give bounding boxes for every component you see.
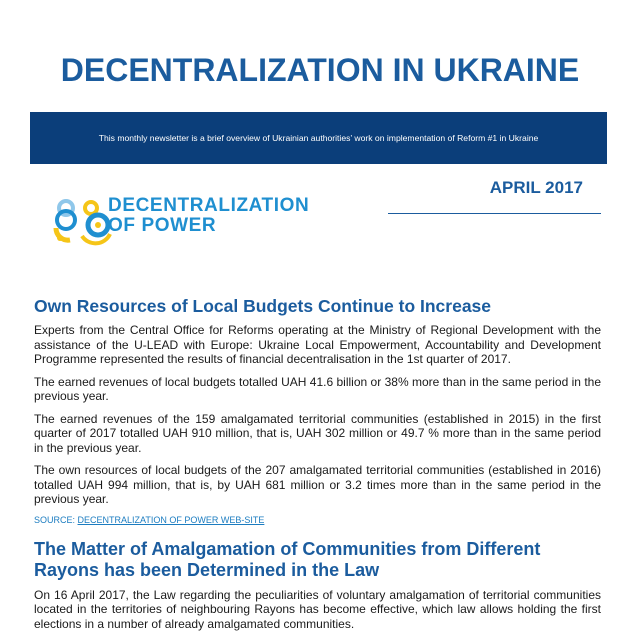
article-heading: The Matter of Amalgamation of Communities from Different Rayons has been Determined in the Law: [34, 538, 541, 580]
article-2: [34, 539, 601, 632]
logo-wordmark: [108, 196, 309, 236]
article-paragraph: On 16 April 2017, the Law regarding the peculiarities of voluntary amalgamation of territorial communities located in the territories of neighbouring Rayons has become effective, which law allows holding the first elections in a number of already amalgamated communities.: [34, 587, 601, 631]
newsletter-content: [34, 296, 601, 639]
source-label: SOURCE:: [34, 514, 76, 525]
logo-line-1: DECENTRALIZATION: [108, 195, 310, 216]
banner-text: This monthly newsletter is a brief overview of Ukrainian authorities’ work on implementation of Reform #1 in Ukraine: [98, 133, 539, 143]
newsletter-title: DECENTRALIZATION IN UKRAINE: [60, 52, 580, 88]
article-paragraph: The earned revenues of local budgets totalled UAH 41.6 billion or 38% more than in the same period in the previous year.: [34, 374, 601, 403]
article-source: [34, 515, 601, 525]
issue-date: APRIL 2017: [489, 178, 583, 197]
newsletter-banner: [30, 112, 607, 164]
article-paragraph: The own resources of local budgets of the 207 amalgamated territorial communities (established in 2016) totalled UAH 994 million, that is, by UAH 681 million or 3.2 times more than in the same period in the previous year.: [34, 463, 601, 506]
source-link[interactable]: DECENTRALIZATION OF POWER WEB-SITE: [77, 514, 265, 525]
article-heading: Own Resources of Local Budgets Continue to Increase: [34, 296, 492, 316]
logo-line-2: OF POWER: [108, 215, 217, 236]
article-paragraph: Experts from the Central Office for Reforms operating at the Ministry of Regional Development with the assistance of the U-LEAD with Europe: Ukraine Local Empowerment, Accountability and Development Programme represented the results of financial decentralisation in the 1st quarter of 2017.: [34, 323, 601, 366]
date-divider: [388, 213, 601, 214]
article-paragraph: The earned revenues of the 159 amalgamated territorial communities (established in 2015) in the first quarter of 2017 totalled UAH 910 million, that is, UAH 302 million or 49.7 % more than in the same period in the previous year.: [34, 411, 601, 455]
article-1: [34, 296, 601, 525]
